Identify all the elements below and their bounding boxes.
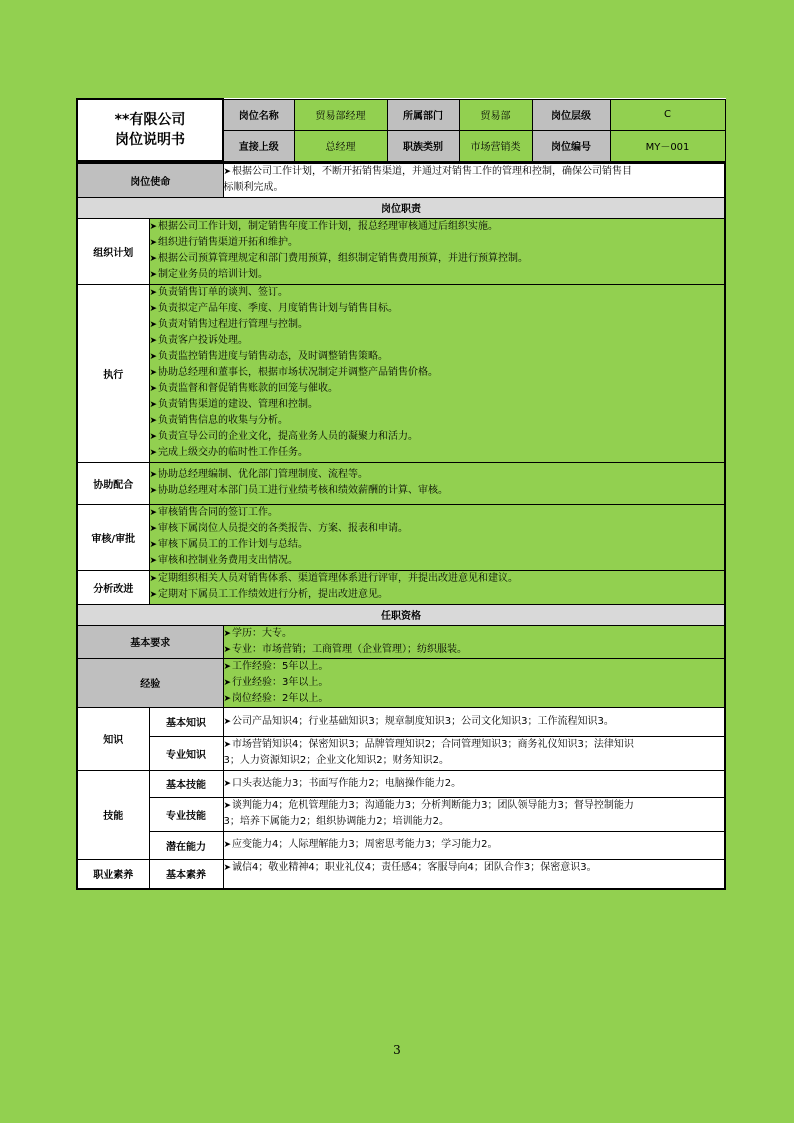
arrow-bullet-icon: ➤ [223,801,232,811]
basic-skills-content: ➤口头表达能力3；书面写作能力2；电脑操作能力2。 [223,770,725,797]
professional-skills-content: ➤谈判能力4；危机管理能力3；沟通能力3；分析判断能力3；团队领导能力3；督导控制能力 3；培养下属能力2；组织协调能力2；培训能力2。 [223,797,725,831]
arrow-bullet-icon: ➤ [149,540,158,550]
document-title: 岗位说明书 [115,132,185,148]
duty-content-improvement: ➤定期组织相关人员对销售体系、渠道管理体系进行评审，并提出改进意见和建议。 ➤定期对下属员工工作绩效进行分析，提出改进意见。 [149,570,725,604]
skills-label: 技能 [77,770,149,859]
arrow-bullet-icon: ➤ [223,778,232,789]
position-name-label: 岗位名称 [223,99,294,130]
mission-line: ➤根据公司工作计划，不断开拓销售渠道，并通过对销售工作的管理和控制，确保公司销售目 [223,166,633,178]
arrow-bullet-icon: ➤ [149,590,158,600]
company-name: **有限公司 [114,112,186,128]
basic-knowledge-content: ➤公司产品知识4；行业基础知识3；规章制度知识3；公司文化知识3；工作流程知识3。 [223,707,725,736]
arrow-bullet-icon: ➤ [223,661,232,672]
mission-line: 标顺利完成。 [223,182,284,194]
arrow-bullet-icon: ➤ [149,238,158,248]
level-label: 岗位层级 [532,99,610,130]
page-number: 3 [393,1043,401,1057]
arrow-bullet-icon: ➤ [223,840,232,850]
arrow-bullet-icon: ➤ [223,716,232,727]
experience-content: ➤工作经验：5年以上。 ➤行业经验：3年以上。 ➤岗位经验：2年以上。 [223,658,725,707]
arrow-bullet-icon: ➤ [223,862,232,873]
professional-knowledge-content: ➤市场营销知识4；保密知识3；品牌管理知识2；合同管理知识3；商务礼仪知识3；法律知识 3；人力资源知识2；企业文化知识2；财务知识2。 [223,736,725,770]
arrow-bullet-icon: ➤ [223,740,232,750]
main-table [76,162,726,890]
arrow-bullet-icon: ➤ [149,288,158,298]
professional-quality-label: 职业素养 [77,859,149,889]
basic-quality-label: 基本素养 [149,859,223,889]
duty-label-cooperation: 协助配合 [77,462,149,504]
mission-content [223,163,725,197]
arrow-bullet-icon: ➤ [149,524,158,534]
level-value: C [610,99,725,130]
experience-label: 经验 [77,658,223,707]
potential-ability-label: 潜在能力 [149,831,223,859]
arrow-bullet-icon: ➤ [149,574,158,584]
arrow-bullet-icon: ➤ [149,368,158,378]
potential-ability-content: ➤应变能力4；人际理解能力3；周密思考能力3；学习能力2。 [223,831,725,859]
arrow-bullet-icon: ➤ [223,693,232,704]
job-family-label: 职族类别 [387,130,459,161]
arrow-bullet-icon: ➤ [223,677,232,688]
arrow-bullet-icon: ➤ [223,628,232,639]
arrow-bullet-icon: ➤ [149,320,158,330]
basic-requirements-label: 基本要求 [77,625,223,658]
arrow-bullet-icon: ➤ [149,352,158,362]
duty-label-improvement: 分析改进 [77,570,149,604]
arrow-bullet-icon: ➤ [149,400,158,410]
supervisor-value: 总经理 [294,130,387,161]
supervisor-label: 直接上级 [223,130,294,161]
position-code-value: MY－001 [610,130,725,161]
header-table [76,98,726,162]
basic-quality-content: ➤诚信4；敬业精神4；职业礼仪4；责任感4；客服导向4；团队合作3；保密意识3。 [223,859,725,889]
basic-skills-label: 基本技能 [149,770,223,797]
arrow-bullet-icon: ➤ [149,416,158,426]
arrow-bullet-icon: ➤ [149,432,158,442]
arrow-bullet-icon: ➤ [149,222,158,232]
professional-knowledge-label: 专业知识 [149,736,223,770]
duty-label-execution: 执行 [77,284,149,462]
professional-skills-label: 专业技能 [149,797,223,831]
arrow-bullet-icon: ➤ [149,270,158,280]
basic-knowledge-label: 基本知识 [149,707,223,736]
company-title [77,99,223,161]
duty-content-review: ➤审核销售合同的签订工作。 ➤审核下属岗位人员提交的各类报告、方案、报表和申请。 ➤审核下属员工的工作计划与总结。 ➤审核和控制业务费用支出情况。 [149,504,725,570]
arrow-bullet-icon: ➤ [149,384,158,394]
position-code-label: 岗位编号 [532,130,610,161]
arrow-bullet-icon: ➤ [149,336,158,346]
department-value: 贸易部 [459,99,532,130]
position-name-value: 贸易部经理 [294,99,387,130]
arrow-bullet-icon: ➤ [149,486,158,496]
duty-label-planning: 组织计划 [77,218,149,284]
arrow-bullet-icon: ➤ [223,644,232,655]
basic-requirements-content: ➤学历：大专。 ➤专业：市场营销；工商管理（企业管理）；纺织服装。 [223,625,725,658]
arrow-bullet-icon: ➤ [149,508,158,518]
duty-content-execution: ➤负责销售订单的谈判、签订。 ➤负责拟定产品年度、季度、月度销售计划与销售目标。 ➤负责对销售过程进行管理与控制。 ➤负责客户投诉处理。 ➤负责监控销售进度与销售动态，及时调整销售策略。 ➤协助总经理和董事长，根据市场状况制定并调整产品销售价格。 ➤负责监督和督促销售账款的回笼与催收。 ➤负责销售渠道的建设、管理和控制。 ➤负责销售信息的收集与分析。 ➤负责宣导公司的企业文化，提高业务人员的凝聚力和活力。 ➤完成上级交办的临时性工作任务。 [149,284,725,462]
mission-label: 岗位使命 [77,163,223,197]
job-family-value: 市场营销类 [459,130,532,161]
arrow-bullet-icon: ➤ [149,470,158,480]
arrow-bullet-icon: ➤ [223,167,232,178]
duty-content-cooperation: ➤协助总经理编制、优化部门管理制度、流程等。 ➤协助总经理对本部门员工进行业绩考核和绩效薪酬的计算、审核。 [149,462,725,504]
duty-content-planning: ➤根据公司工作计划，制定销售年度工作计划，报总经理审核通过后组织实施。 ➤组织进行销售渠道开拓和维护。 ➤根据公司预算管理规定和部门费用预算，组织制定销售费用预算，并进行预算控制。 ➤制定业务员的培训计划。 [149,218,725,284]
arrow-bullet-icon: ➤ [149,448,158,458]
arrow-bullet-icon: ➤ [149,304,158,314]
qualifications-section-title: 任职资格 [77,604,725,625]
arrow-bullet-icon: ➤ [149,556,158,566]
arrow-bullet-icon: ➤ [149,254,158,264]
knowledge-label: 知识 [77,707,149,770]
duties-section-title: 岗位职责 [77,197,725,218]
department-label: 所属部门 [387,99,459,130]
duty-label-review: 审核/审批 [77,504,149,570]
